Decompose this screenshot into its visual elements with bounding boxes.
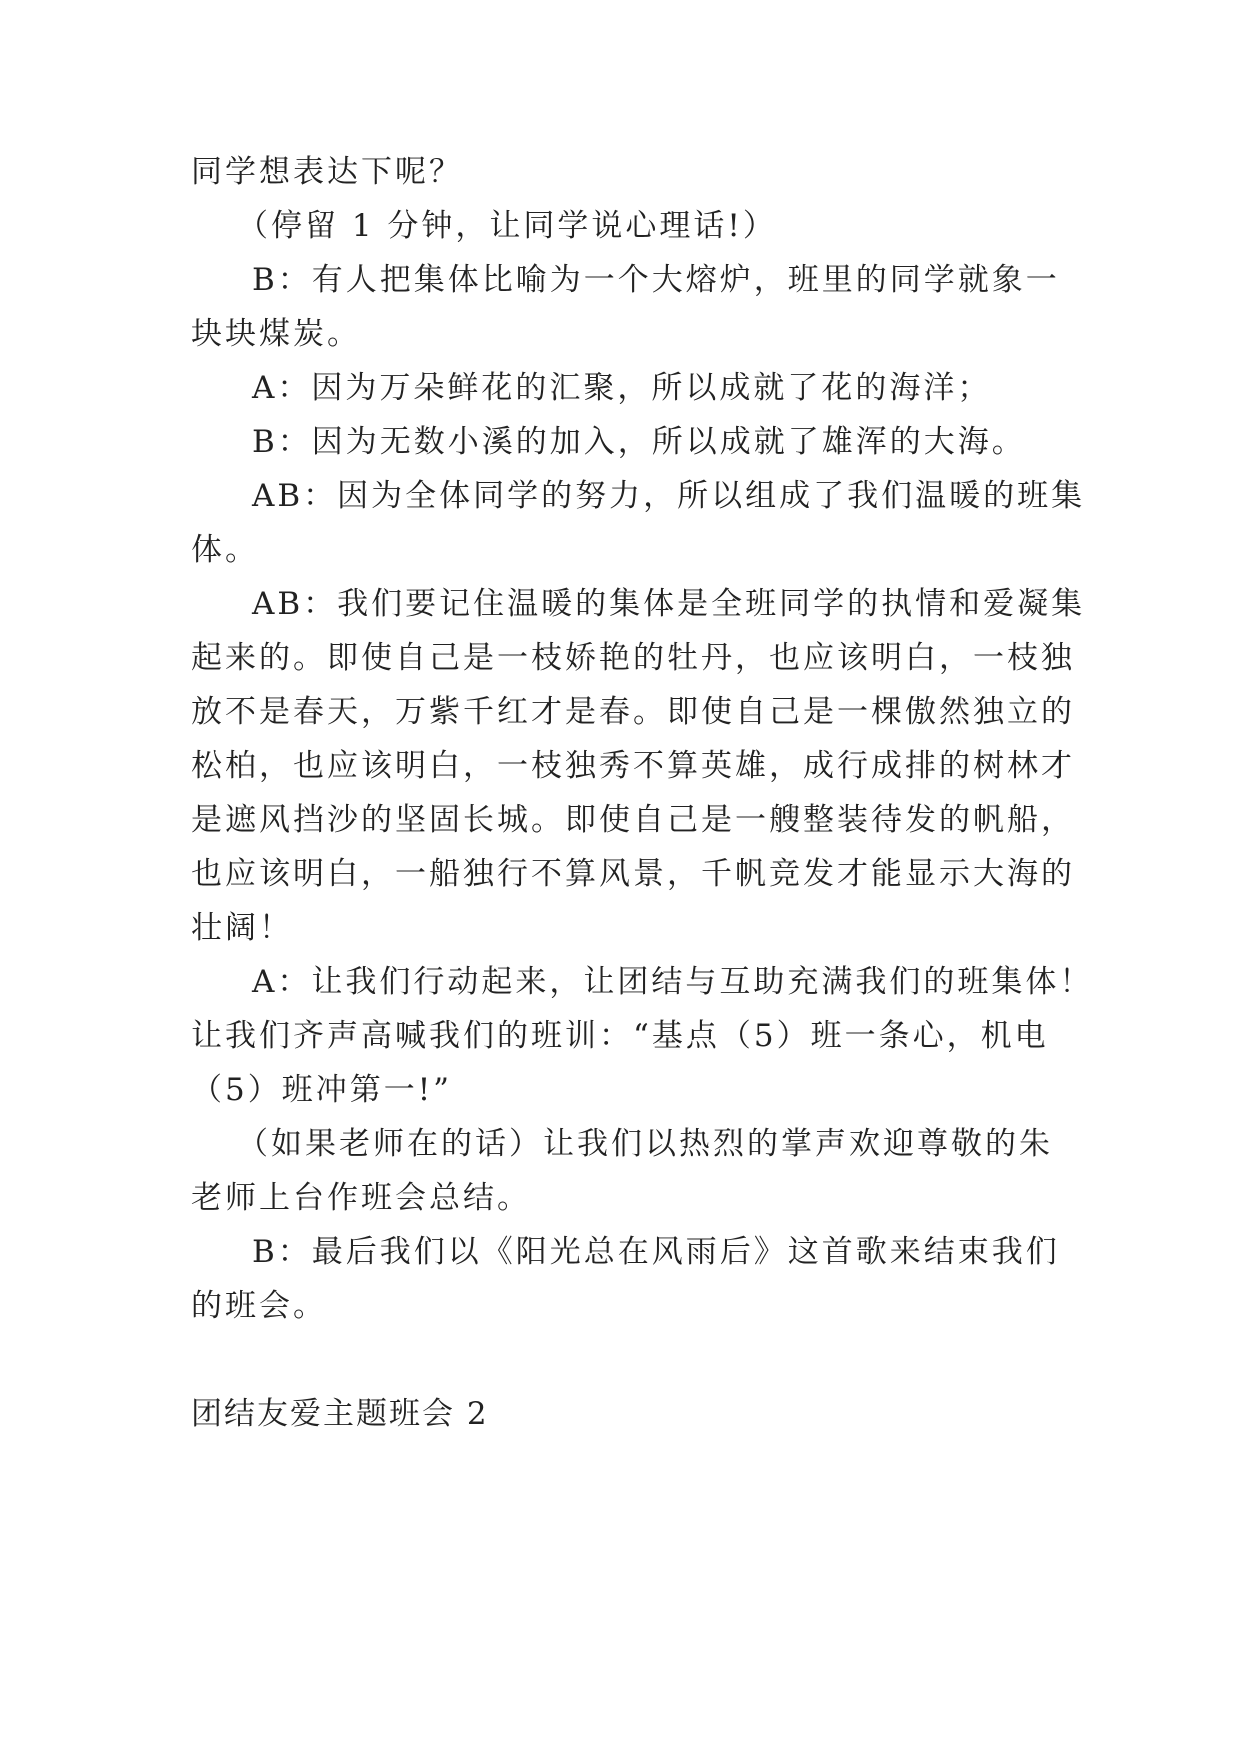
text-line: B：因为无数小溪的加入，所以成就了雄浑的大海。 xyxy=(252,424,1026,460)
text-line: B：最后我们以《阳光总在风雨后》这首歌来结束我们 xyxy=(252,1234,1060,1270)
text-line: 也应该明白，一船独行不算风景，千帆竞发才能显示大海的 xyxy=(191,856,1075,892)
text-line: （停留 1 分钟，让同学说心理话!） xyxy=(237,208,777,244)
text-line: 让我们齐声高喊我们的班训：“基点（5）班一条心，机电 xyxy=(191,1018,1049,1054)
text-line: 起来的。即使自己是一枝娇艳的牡丹，也应该明白，一枝独 xyxy=(191,640,1075,676)
text-line: （5）班冲第一!” xyxy=(191,1072,453,1108)
text-line: AB：因为全体同学的努力，所以组成了我们温暖的班集 xyxy=(252,478,1086,514)
text-line: 松柏，也应该明白，一枝独秀不算英雄，成行成排的树林才 xyxy=(191,748,1075,784)
text-line: A：让我们行动起来，让团结与互助充满我们的班集体！ xyxy=(252,964,1094,1000)
text-line: AB：我们要记住温暖的集体是全班同学的执情和爱凝集 xyxy=(252,586,1086,622)
text-line: 是遮风挡沙的坚固长城。即使自己是一艘整装待发的帆船， xyxy=(191,802,1075,838)
text-line: 块块煤炭。 xyxy=(191,316,361,352)
text-line: 的班会。 xyxy=(191,1288,327,1324)
text-line: 壮阔！ xyxy=(191,910,293,946)
text-line: 放不是春天，万紫千红才是春。即使自己是一棵傲然独立的 xyxy=(191,694,1075,730)
section-heading: 团结友爱主题班会 2 xyxy=(191,1396,489,1432)
text-line: B：有人把集体比喻为一个大熔炉，班里的同学就象一 xyxy=(252,262,1060,298)
text-line: 同学想表达下呢？ xyxy=(191,154,463,190)
text-line: 老师上台作班会总结。 xyxy=(191,1180,531,1216)
text-line: （如果老师在的话）让我们以热烈的掌声欢迎尊敬的朱 xyxy=(237,1126,1053,1162)
text-line: A：因为万朵鲜花的汇聚，所以成就了花的海洋； xyxy=(252,370,992,406)
text-line: 体。 xyxy=(191,532,259,568)
